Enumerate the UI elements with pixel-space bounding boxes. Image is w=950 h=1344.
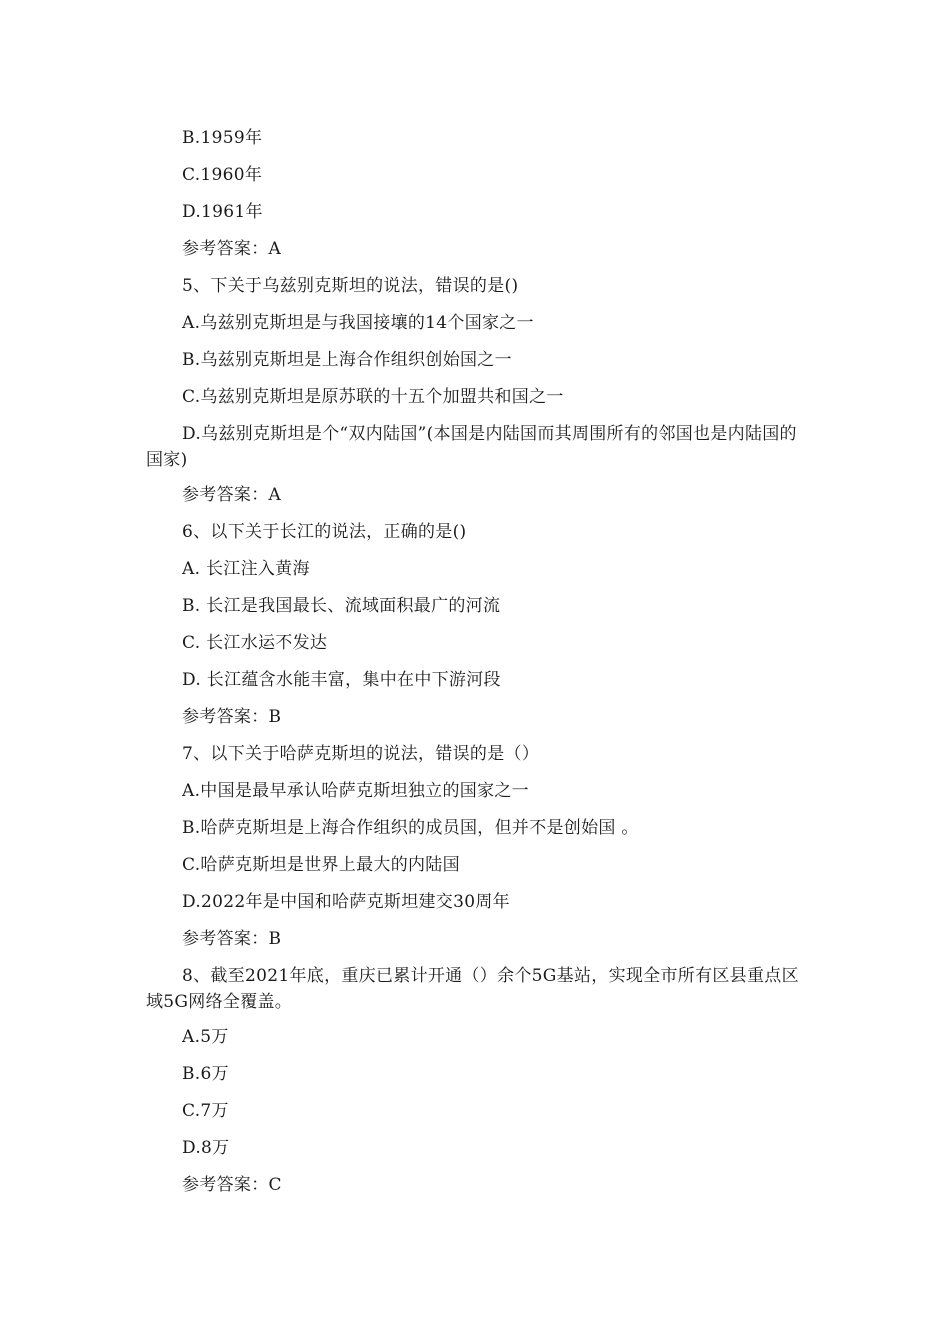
q8-option-c: C.7万 [182,1101,229,1121]
q7-option-b: B.哈萨克斯坦是上海合作组织的成员国，但并不是创始国 。 [182,818,639,838]
q7-option-c: C.哈萨克斯坦是世界上最大的内陆国 [182,855,460,875]
answer-q4: 参考答案：A [182,239,282,259]
q5-option-b: B.乌兹别克斯坦是上海合作组织创始国之一 [182,350,512,370]
answer-q6: 参考答案：B [182,707,282,727]
q8-option-a: A.5万 [182,1027,229,1047]
answer-q7: 参考答案：B [182,929,282,949]
option-d-1961: D.1961年 [182,202,263,222]
answer-q8: 参考答案：C [182,1175,282,1195]
answer-q5: 参考答案：A [182,485,282,505]
q6-option-d: D. 长江蕴含水能丰富，集中在中下游河段 [182,670,501,690]
q7-option-a: A.中国是最早承认哈萨克斯坦独立的国家之一 [182,781,529,801]
q5-option-c: C.乌兹别克斯坦是原苏联的十五个加盟共和国之一 [182,387,564,407]
q8-option-b: B.6万 [182,1064,229,1084]
option-b-1959: B.1959年 [182,128,263,148]
q6-option-c: C. 长江水运不发达 [182,633,328,653]
question-5: 5、下关于乌兹别克斯坦的说法，错误的是() [182,276,519,296]
q6-option-a: A. 长江注入黄海 [182,559,310,579]
q5-option-d: D.乌兹别克斯坦是个“双内陆国”(本国是内陆国而其周围所有的邻国也是内陆国的国家) [146,424,797,470]
q5-option-a: A.乌兹别克斯坦是与我国接壤的14个国家之一 [182,313,534,333]
q6-option-b: B. 长江是我国最长、流域面积最广的河流 [182,596,501,616]
q8-option-d: D.8万 [182,1138,230,1158]
question-6: 6、以下关于长江的说法，正确的是() [182,522,467,542]
option-c-1960: C.1960年 [182,165,263,185]
q7-option-d: D.2022年是中国和哈萨克斯坦建交30周年 [182,892,510,912]
question-7: 7、以下关于哈萨克斯坦的说法，错误的是（） [182,744,540,764]
question-8: 8、截至2021年底，重庆已累计开通（）余个5G基站，实现全市所有区县重点区域5G网络全覆盖。 [146,966,799,1012]
